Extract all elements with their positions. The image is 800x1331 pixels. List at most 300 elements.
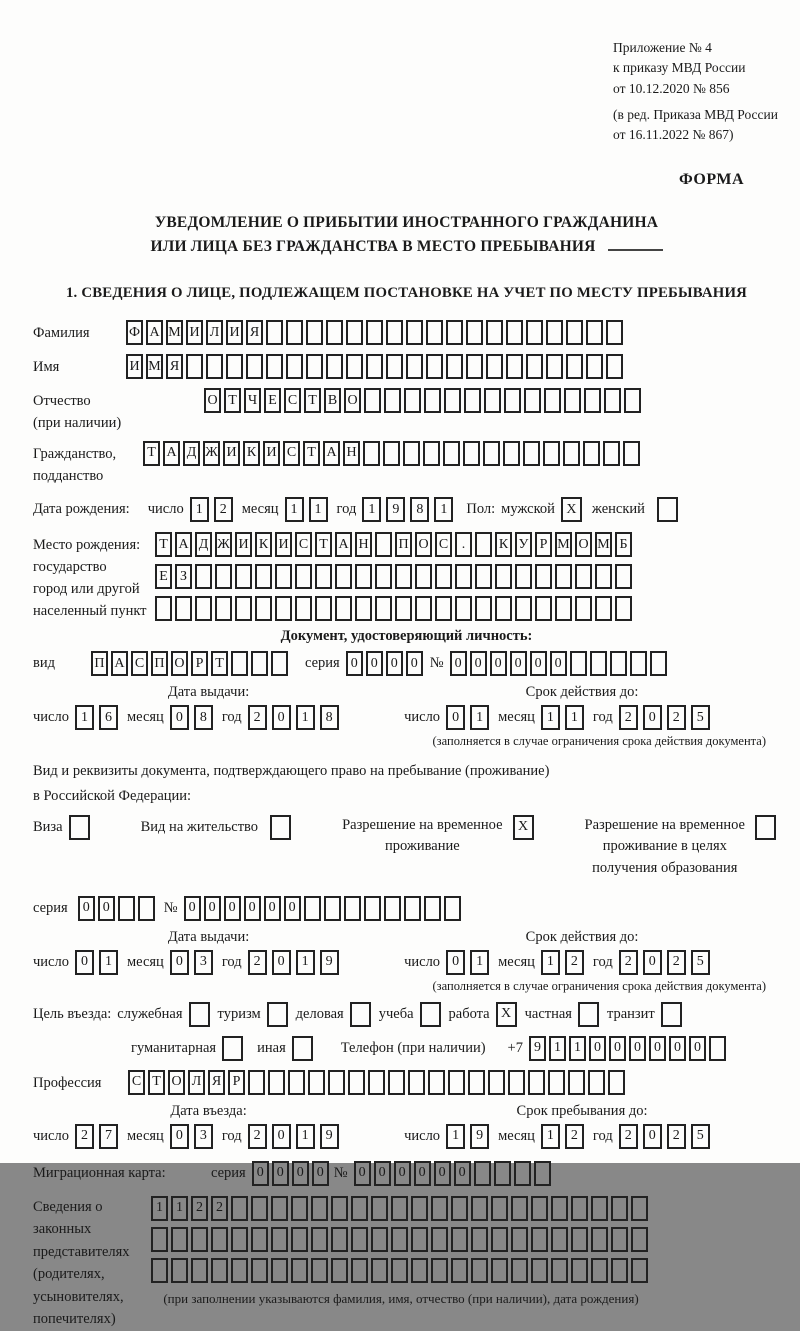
char-cell[interactable] xyxy=(555,564,572,589)
char-cell[interactable] xyxy=(484,388,501,413)
char-cell[interactable]: Я xyxy=(208,1070,225,1095)
char-cell[interactable]: 0 xyxy=(374,1161,391,1186)
char-cell[interactable] xyxy=(435,564,452,589)
entry-year-cell[interactable]: 2 xyxy=(248,1124,267,1149)
char-cell[interactable]: Т xyxy=(304,388,321,413)
char-cell[interactable] xyxy=(709,1036,726,1061)
char-cell[interactable] xyxy=(546,320,563,345)
char-cell[interactable]: И xyxy=(226,320,243,345)
char-cell[interactable] xyxy=(275,596,292,621)
char-cell[interactable]: 1 xyxy=(171,1196,188,1221)
stay-month-cell[interactable]: 1 xyxy=(541,1124,560,1149)
char-cell[interactable]: 0 xyxy=(244,896,261,921)
char-cell[interactable]: 0 xyxy=(366,651,383,676)
birth-day-cell[interactable]: 1 xyxy=(190,497,209,522)
char-cell[interactable] xyxy=(650,651,667,676)
doc-valid-year-cell[interactable]: 0 xyxy=(643,705,662,730)
char-cell[interactable] xyxy=(266,354,283,379)
char-cell[interactable] xyxy=(466,354,483,379)
entry-day-cell[interactable]: 2 xyxy=(75,1124,94,1149)
char-cell[interactable]: Т xyxy=(155,532,172,557)
char-cell[interactable] xyxy=(603,441,620,466)
char-cell[interactable]: Т xyxy=(303,441,320,466)
char-cell[interactable] xyxy=(511,1258,528,1283)
char-cell[interactable]: О xyxy=(415,532,432,557)
char-cell[interactable] xyxy=(444,896,461,921)
char-cell[interactable] xyxy=(371,1196,388,1221)
entry-year-cell[interactable]: 0 xyxy=(272,1124,291,1149)
char-cell[interactable] xyxy=(451,1227,468,1252)
char-cell[interactable] xyxy=(471,1258,488,1283)
char-cell[interactable] xyxy=(286,320,303,345)
char-cell[interactable] xyxy=(346,320,363,345)
char-cell[interactable]: В xyxy=(324,388,341,413)
char-cell[interactable]: 0 xyxy=(414,1161,431,1186)
stay-day-cell[interactable]: 9 xyxy=(470,1124,489,1149)
char-cell[interactable]: И xyxy=(235,532,252,557)
char-cell[interactable] xyxy=(615,596,632,621)
char-cell[interactable] xyxy=(171,1258,188,1283)
doc-valid-year-cell[interactable]: 5 xyxy=(691,705,710,730)
char-cell[interactable] xyxy=(331,1258,348,1283)
char-cell[interactable] xyxy=(483,441,500,466)
char-cell[interactable] xyxy=(351,1196,368,1221)
char-cell[interactable] xyxy=(406,320,423,345)
char-cell[interactable]: 0 xyxy=(264,896,281,921)
char-cell[interactable]: М xyxy=(166,320,183,345)
char-cell[interactable] xyxy=(151,1258,168,1283)
entry-month-cell[interactable]: 0 xyxy=(170,1124,189,1149)
char-cell[interactable] xyxy=(304,896,321,921)
char-cell[interactable]: О xyxy=(168,1070,185,1095)
char-cell[interactable]: И xyxy=(126,354,143,379)
char-cell[interactable]: 0 xyxy=(454,1161,471,1186)
rvp-issue-year-cell[interactable]: 2 xyxy=(248,950,267,975)
char-cell[interactable]: 0 xyxy=(669,1036,686,1061)
char-cell[interactable] xyxy=(448,1070,465,1095)
char-cell[interactable]: К xyxy=(255,532,272,557)
char-cell[interactable]: Я xyxy=(166,354,183,379)
purpose-business-checkbox[interactable] xyxy=(189,1002,210,1027)
rvp-issue-year-cell[interactable]: 0 xyxy=(272,950,291,975)
char-cell[interactable] xyxy=(118,896,135,921)
visa-checkbox[interactable] xyxy=(69,815,90,840)
char-cell[interactable] xyxy=(608,1070,625,1095)
doc-valid-month-cell[interactable]: 1 xyxy=(565,705,584,730)
char-cell[interactable] xyxy=(391,1196,408,1221)
char-cell[interactable]: 0 xyxy=(629,1036,646,1061)
char-cell[interactable]: 0 xyxy=(204,896,221,921)
char-cell[interactable]: З xyxy=(175,564,192,589)
char-cell[interactable]: П xyxy=(91,651,108,676)
char-cell[interactable] xyxy=(435,596,452,621)
char-cell[interactable] xyxy=(475,596,492,621)
char-cell[interactable] xyxy=(383,441,400,466)
stay-day-cell[interactable]: 1 xyxy=(446,1124,465,1149)
char-cell[interactable] xyxy=(531,1258,548,1283)
char-cell[interactable] xyxy=(446,320,463,345)
char-cell[interactable] xyxy=(255,596,272,621)
char-cell[interactable]: Р xyxy=(535,532,552,557)
purpose-tourism-checkbox[interactable] xyxy=(267,1002,288,1027)
char-cell[interactable] xyxy=(595,564,612,589)
char-cell[interactable] xyxy=(588,1070,605,1095)
char-cell[interactable] xyxy=(311,1258,328,1283)
char-cell[interactable] xyxy=(275,564,292,589)
birth-year-cell[interactable]: 8 xyxy=(410,497,429,522)
char-cell[interactable] xyxy=(511,1196,528,1221)
char-cell[interactable] xyxy=(231,1227,248,1252)
char-cell[interactable] xyxy=(415,596,432,621)
char-cell[interactable] xyxy=(226,354,243,379)
char-cell[interactable]: 0 xyxy=(550,651,567,676)
char-cell[interactable]: Ф xyxy=(126,320,143,345)
char-cell[interactable] xyxy=(408,1070,425,1095)
char-cell[interactable] xyxy=(326,320,343,345)
char-cell[interactable] xyxy=(231,651,248,676)
purpose-transit-checkbox[interactable] xyxy=(661,1002,682,1027)
char-cell[interactable] xyxy=(495,596,512,621)
char-cell[interactable] xyxy=(591,1227,608,1252)
char-cell[interactable] xyxy=(571,1258,588,1283)
char-cell[interactable] xyxy=(524,388,541,413)
char-cell[interactable]: Т xyxy=(143,441,160,466)
stay-year-cell[interactable]: 2 xyxy=(619,1124,638,1149)
char-cell[interactable] xyxy=(291,1196,308,1221)
birth-month-cell[interactable]: 1 xyxy=(285,497,304,522)
birth-year-cell[interactable]: 9 xyxy=(386,497,405,522)
char-cell[interactable] xyxy=(606,354,623,379)
char-cell[interactable] xyxy=(444,388,461,413)
doc-issue-year-cell[interactable]: 0 xyxy=(272,705,291,730)
char-cell[interactable] xyxy=(586,320,603,345)
char-cell[interactable] xyxy=(571,1227,588,1252)
char-cell[interactable] xyxy=(606,320,623,345)
char-cell[interactable]: 0 xyxy=(292,1161,309,1186)
doc-issue-month-cell[interactable]: 0 xyxy=(170,705,189,730)
char-cell[interactable] xyxy=(615,564,632,589)
stay-year-cell[interactable]: 0 xyxy=(643,1124,662,1149)
char-cell[interactable] xyxy=(355,596,372,621)
char-cell[interactable]: Т xyxy=(211,651,228,676)
char-cell[interactable] xyxy=(451,1196,468,1221)
char-cell[interactable] xyxy=(424,388,441,413)
char-cell[interactable] xyxy=(195,564,212,589)
char-cell[interactable] xyxy=(471,1227,488,1252)
sex-male-checkbox[interactable]: X xyxy=(561,497,582,522)
char-cell[interactable] xyxy=(531,1227,548,1252)
char-cell[interactable] xyxy=(468,1070,485,1095)
char-cell[interactable] xyxy=(335,564,352,589)
char-cell[interactable] xyxy=(235,596,252,621)
char-cell[interactable] xyxy=(384,896,401,921)
char-cell[interactable] xyxy=(566,354,583,379)
char-cell[interactable] xyxy=(311,1196,328,1221)
char-cell[interactable]: М xyxy=(555,532,572,557)
char-cell[interactable] xyxy=(566,320,583,345)
char-cell[interactable] xyxy=(286,354,303,379)
char-cell[interactable] xyxy=(351,1227,368,1252)
char-cell[interactable] xyxy=(384,388,401,413)
char-cell[interactable] xyxy=(488,1070,505,1095)
birth-day-cell[interactable]: 2 xyxy=(214,497,233,522)
char-cell[interactable] xyxy=(486,354,503,379)
char-cell[interactable]: С xyxy=(128,1070,145,1095)
char-cell[interactable] xyxy=(508,1070,525,1095)
char-cell[interactable]: 0 xyxy=(78,896,95,921)
char-cell[interactable] xyxy=(231,1196,248,1221)
rvp-valid-year-cell[interactable]: 5 xyxy=(691,950,710,975)
rvp-valid-month-cell[interactable]: 1 xyxy=(541,950,560,975)
char-cell[interactable] xyxy=(571,1196,588,1221)
char-cell[interactable] xyxy=(583,441,600,466)
char-cell[interactable] xyxy=(191,1258,208,1283)
char-cell[interactable] xyxy=(295,596,312,621)
char-cell[interactable]: А xyxy=(335,532,352,557)
char-cell[interactable]: С xyxy=(435,532,452,557)
char-cell[interactable] xyxy=(151,1227,168,1252)
char-cell[interactable] xyxy=(631,1196,648,1221)
char-cell[interactable] xyxy=(315,564,332,589)
char-cell[interactable] xyxy=(391,1227,408,1252)
char-cell[interactable]: 0 xyxy=(406,651,423,676)
char-cell[interactable] xyxy=(368,1070,385,1095)
char-cell[interactable]: С xyxy=(284,388,301,413)
char-cell[interactable] xyxy=(568,1070,585,1095)
char-cell[interactable]: 9 xyxy=(529,1036,546,1061)
char-cell[interactable] xyxy=(531,1196,548,1221)
char-cell[interactable]: Л xyxy=(188,1070,205,1095)
char-cell[interactable] xyxy=(246,354,263,379)
doc-valid-day-cell[interactable]: 0 xyxy=(446,705,465,730)
entry-year-cell[interactable]: 9 xyxy=(320,1124,339,1149)
char-cell[interactable] xyxy=(591,1258,608,1283)
char-cell[interactable] xyxy=(268,1070,285,1095)
char-cell[interactable] xyxy=(291,1227,308,1252)
char-cell[interactable]: С xyxy=(283,441,300,466)
char-cell[interactable] xyxy=(251,1227,268,1252)
char-cell[interactable] xyxy=(611,1227,628,1252)
doc-valid-year-cell[interactable]: 2 xyxy=(619,705,638,730)
char-cell[interactable] xyxy=(328,1070,345,1095)
char-cell[interactable] xyxy=(291,1258,308,1283)
char-cell[interactable]: 0 xyxy=(224,896,241,921)
char-cell[interactable] xyxy=(363,441,380,466)
char-cell[interactable]: 0 xyxy=(386,651,403,676)
birth-year-cell[interactable]: 1 xyxy=(362,497,381,522)
char-cell[interactable]: Д xyxy=(195,532,212,557)
char-cell[interactable] xyxy=(411,1196,428,1221)
char-cell[interactable] xyxy=(535,564,552,589)
char-cell[interactable]: 0 xyxy=(394,1161,411,1186)
char-cell[interactable] xyxy=(611,1258,628,1283)
stay-year-cell[interactable]: 2 xyxy=(667,1124,686,1149)
char-cell[interactable] xyxy=(474,1161,491,1186)
char-cell[interactable] xyxy=(411,1227,428,1252)
char-cell[interactable]: 0 xyxy=(609,1036,626,1061)
char-cell[interactable]: Т xyxy=(148,1070,165,1095)
doc-valid-day-cell[interactable]: 1 xyxy=(470,705,489,730)
char-cell[interactable] xyxy=(364,388,381,413)
sex-female-checkbox[interactable] xyxy=(657,497,678,522)
char-cell[interactable] xyxy=(610,651,627,676)
char-cell[interactable]: 0 xyxy=(490,651,507,676)
char-cell[interactable] xyxy=(528,1070,545,1095)
char-cell[interactable] xyxy=(175,596,192,621)
char-cell[interactable]: Р xyxy=(191,651,208,676)
char-cell[interactable]: И xyxy=(186,320,203,345)
char-cell[interactable]: Н xyxy=(343,441,360,466)
char-cell[interactable] xyxy=(631,1258,648,1283)
entry-day-cell[interactable]: 7 xyxy=(99,1124,118,1149)
char-cell[interactable] xyxy=(355,564,372,589)
purpose-private-checkbox[interactable] xyxy=(578,1002,599,1027)
char-cell[interactable] xyxy=(386,320,403,345)
char-cell[interactable] xyxy=(570,651,587,676)
char-cell[interactable] xyxy=(171,1227,188,1252)
char-cell[interactable]: 0 xyxy=(434,1161,451,1186)
char-cell[interactable]: П xyxy=(395,532,412,557)
char-cell[interactable] xyxy=(211,1258,228,1283)
char-cell[interactable] xyxy=(315,596,332,621)
rvp-valid-month-cell[interactable]: 2 xyxy=(565,950,584,975)
char-cell[interactable] xyxy=(491,1258,508,1283)
char-cell[interactable] xyxy=(406,354,423,379)
char-cell[interactable] xyxy=(346,354,363,379)
char-cell[interactable]: Я xyxy=(246,320,263,345)
rvp-valid-day-cell[interactable]: 1 xyxy=(470,950,489,975)
char-cell[interactable]: 0 xyxy=(98,896,115,921)
char-cell[interactable] xyxy=(306,354,323,379)
char-cell[interactable] xyxy=(535,596,552,621)
char-cell[interactable]: Д xyxy=(183,441,200,466)
char-cell[interactable]: 2 xyxy=(191,1196,208,1221)
char-cell[interactable]: И xyxy=(275,532,292,557)
char-cell[interactable]: 0 xyxy=(252,1161,269,1186)
char-cell[interactable] xyxy=(564,388,581,413)
char-cell[interactable]: К xyxy=(243,441,260,466)
char-cell[interactable] xyxy=(186,354,203,379)
char-cell[interactable] xyxy=(543,441,560,466)
char-cell[interactable] xyxy=(308,1070,325,1095)
char-cell[interactable] xyxy=(575,564,592,589)
rvp-issue-day-cell[interactable]: 1 xyxy=(99,950,118,975)
char-cell[interactable] xyxy=(431,1258,448,1283)
char-cell[interactable] xyxy=(586,354,603,379)
char-cell[interactable] xyxy=(426,354,443,379)
char-cell[interactable] xyxy=(563,441,580,466)
char-cell[interactable] xyxy=(506,320,523,345)
char-cell[interactable] xyxy=(526,354,543,379)
char-cell[interactable] xyxy=(231,1258,248,1283)
char-cell[interactable] xyxy=(486,320,503,345)
doc-valid-year-cell[interactable]: 2 xyxy=(667,705,686,730)
char-cell[interactable] xyxy=(248,1070,265,1095)
char-cell[interactable] xyxy=(395,564,412,589)
temp-residence-edu-checkbox[interactable] xyxy=(755,815,776,840)
char-cell[interactable] xyxy=(515,564,532,589)
rvp-issue-day-cell[interactable]: 0 xyxy=(75,950,94,975)
doc-issue-year-cell[interactable]: 2 xyxy=(248,705,267,730)
char-cell[interactable]: П xyxy=(151,651,168,676)
char-cell[interactable]: А xyxy=(323,441,340,466)
char-cell[interactable] xyxy=(215,596,232,621)
char-cell[interactable] xyxy=(551,1196,568,1221)
stay-year-cell[interactable]: 5 xyxy=(691,1124,710,1149)
char-cell[interactable] xyxy=(491,1227,508,1252)
char-cell[interactable] xyxy=(591,1196,608,1221)
char-cell[interactable] xyxy=(595,596,612,621)
char-cell[interactable]: А xyxy=(163,441,180,466)
purpose-humanitarian-checkbox[interactable] xyxy=(222,1036,243,1061)
temp-residence-checkbox[interactable]: X xyxy=(513,815,534,840)
char-cell[interactable] xyxy=(494,1161,511,1186)
char-cell[interactable] xyxy=(386,354,403,379)
char-cell[interactable] xyxy=(271,651,288,676)
char-cell[interactable] xyxy=(404,896,421,921)
char-cell[interactable] xyxy=(391,1258,408,1283)
char-cell[interactable] xyxy=(211,1227,228,1252)
char-cell[interactable] xyxy=(455,564,472,589)
char-cell[interactable] xyxy=(590,651,607,676)
char-cell[interactable] xyxy=(475,532,492,557)
char-cell[interactable] xyxy=(515,596,532,621)
char-cell[interactable]: . xyxy=(455,532,472,557)
char-cell[interactable] xyxy=(375,532,392,557)
char-cell[interactable] xyxy=(351,1258,368,1283)
char-cell[interactable] xyxy=(251,1196,268,1221)
entry-month-cell[interactable]: 3 xyxy=(194,1124,213,1149)
char-cell[interactable] xyxy=(271,1227,288,1252)
char-cell[interactable] xyxy=(451,1258,468,1283)
char-cell[interactable] xyxy=(191,1227,208,1252)
char-cell[interactable]: 2 xyxy=(211,1196,228,1221)
entry-year-cell[interactable]: 1 xyxy=(296,1124,315,1149)
char-cell[interactable]: А xyxy=(111,651,128,676)
char-cell[interactable]: О xyxy=(344,388,361,413)
char-cell[interactable]: 0 xyxy=(184,896,201,921)
purpose-work-checkbox[interactable]: X xyxy=(496,1002,517,1027)
char-cell[interactable]: У xyxy=(515,532,532,557)
char-cell[interactable] xyxy=(411,1258,428,1283)
char-cell[interactable] xyxy=(415,564,432,589)
char-cell[interactable] xyxy=(466,320,483,345)
rvp-valid-year-cell[interactable]: 2 xyxy=(667,950,686,975)
char-cell[interactable]: О xyxy=(171,651,188,676)
char-cell[interactable] xyxy=(544,388,561,413)
doc-issue-month-cell[interactable]: 8 xyxy=(194,705,213,730)
char-cell[interactable]: 0 xyxy=(346,651,363,676)
purpose-other-checkbox[interactable] xyxy=(292,1036,313,1061)
char-cell[interactable] xyxy=(426,320,443,345)
birth-month-cell[interactable]: 1 xyxy=(309,497,328,522)
char-cell[interactable] xyxy=(395,596,412,621)
rvp-issue-month-cell[interactable]: 3 xyxy=(194,950,213,975)
char-cell[interactable]: С xyxy=(295,532,312,557)
char-cell[interactable] xyxy=(555,596,572,621)
char-cell[interactable] xyxy=(388,1070,405,1095)
char-cell[interactable] xyxy=(403,441,420,466)
birth-year-cell[interactable]: 1 xyxy=(434,497,453,522)
char-cell[interactable] xyxy=(251,1258,268,1283)
char-cell[interactable] xyxy=(288,1070,305,1095)
char-cell[interactable] xyxy=(138,896,155,921)
char-cell[interactable]: 0 xyxy=(589,1036,606,1061)
rvp-issue-year-cell[interactable]: 9 xyxy=(320,950,339,975)
char-cell[interactable] xyxy=(431,1196,448,1221)
char-cell[interactable]: Е xyxy=(155,564,172,589)
char-cell[interactable]: 0 xyxy=(470,651,487,676)
